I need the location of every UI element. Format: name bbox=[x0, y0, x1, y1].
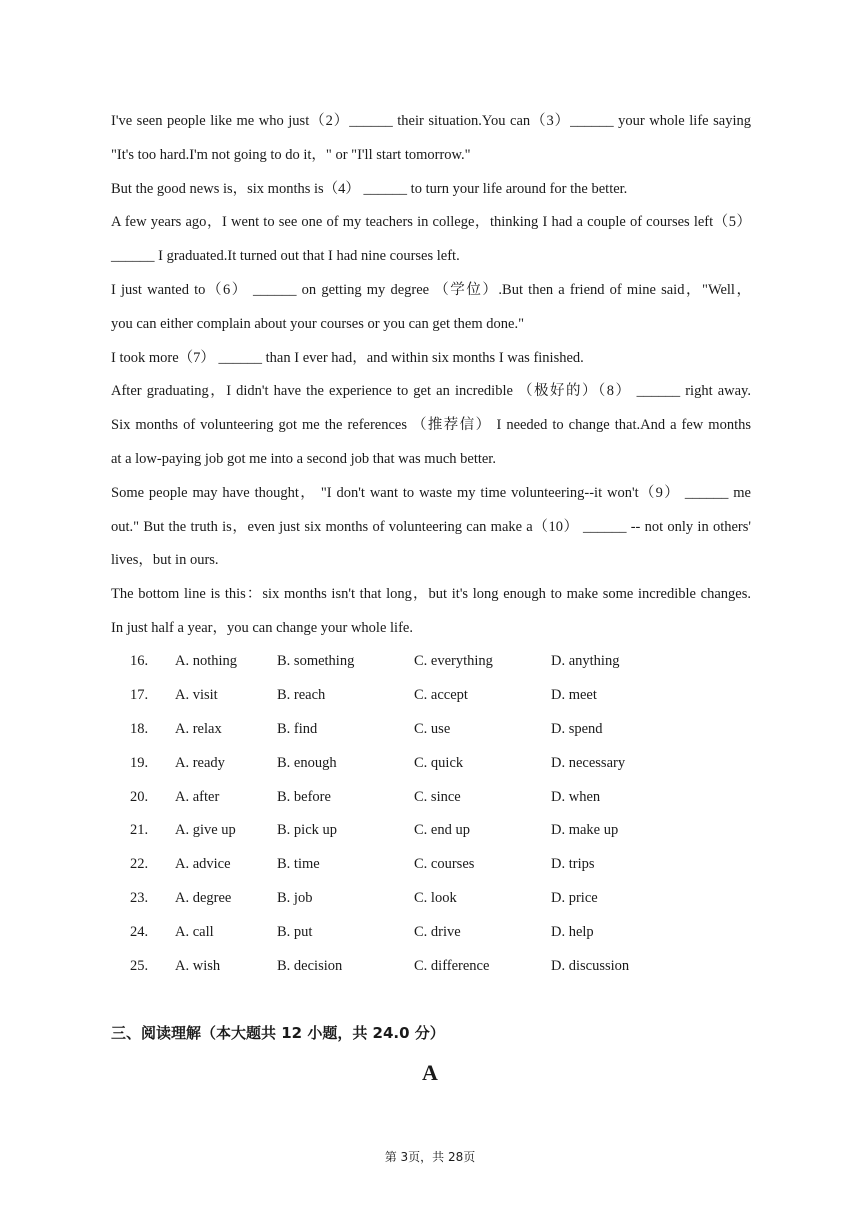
option-d[interactable]: D. necessary bbox=[551, 754, 626, 771]
passage-line: out." But the truth is，even just six months of volunteering can make a（10） ______ -- not only in others' bbox=[111, 518, 751, 535]
question-number: 18. bbox=[130, 720, 149, 737]
option-c[interactable]: C. everything bbox=[414, 653, 493, 670]
passage-line: I took more（7） ______ than I ever had，and within six months I was finished. bbox=[111, 349, 584, 366]
passage-line: "It's too hard.I'm not going to do it，" or "I'll start tomorrow." bbox=[111, 146, 471, 163]
answer-options bbox=[111, 645, 751, 983]
option-d[interactable]: D. discussion bbox=[551, 957, 630, 974]
passage-line: you can either complain about your courses or you can get them done." bbox=[111, 315, 525, 332]
cloze-passage bbox=[111, 105, 751, 646]
question-number: 21. bbox=[130, 822, 149, 839]
option-b[interactable]: B. enough bbox=[277, 754, 337, 771]
passage-line: Some people may have thought， "I don't want to waste my time volunteering--it won't（9） ______ me bbox=[111, 484, 751, 501]
passage-line: But the good news is，six months is（4） ______ to turn your life around for the better. bbox=[111, 180, 628, 197]
option-b[interactable]: B. decision bbox=[277, 957, 343, 974]
option-c[interactable]: C. quick bbox=[414, 754, 464, 771]
option-a[interactable]: A. advice bbox=[175, 856, 231, 873]
passage-line: A few years ago，I went to see one of my teachers in college，thinking I had a couple of courses left（5） bbox=[111, 214, 751, 231]
option-a[interactable]: A. nothing bbox=[175, 653, 238, 670]
option-a[interactable]: A. call bbox=[175, 923, 214, 940]
option-c[interactable]: C. difference bbox=[414, 957, 490, 974]
question-number: 20. bbox=[130, 788, 149, 805]
question-number: 16. bbox=[130, 653, 149, 670]
question-number: 25. bbox=[130, 957, 149, 974]
question-row bbox=[111, 882, 751, 916]
option-b[interactable]: B. job bbox=[277, 889, 313, 906]
passage-line: Six months of volunteering got me the references （推荐信） I needed to change that.And a few months bbox=[111, 417, 751, 434]
option-b[interactable]: B. time bbox=[277, 856, 320, 873]
option-d[interactable]: D. when bbox=[551, 788, 601, 805]
option-b[interactable]: B. something bbox=[277, 653, 355, 670]
passage-line: I just wanted to（6） ______ on getting my degree （学位）.But then a friend of mine said，"Well， bbox=[111, 281, 751, 298]
option-d[interactable]: D. price bbox=[551, 889, 598, 906]
option-a[interactable]: A. after bbox=[175, 788, 220, 805]
question-row bbox=[111, 949, 751, 983]
option-b[interactable]: B. find bbox=[277, 720, 318, 737]
option-a[interactable]: A. degree bbox=[175, 889, 232, 906]
question-row bbox=[111, 915, 751, 949]
option-c[interactable]: C. end up bbox=[414, 822, 470, 839]
option-c[interactable]: C. use bbox=[414, 720, 451, 737]
question-row bbox=[111, 848, 751, 882]
question-number: 19. bbox=[130, 754, 149, 771]
passage-line: ______ I graduated.It turned out that I had nine courses left. bbox=[111, 248, 460, 265]
passage-line: lives，but in ours. bbox=[111, 552, 219, 569]
option-a[interactable]: A. relax bbox=[175, 720, 222, 737]
option-c[interactable]: C. courses bbox=[414, 856, 475, 873]
passage-line: In just half a year，you can change your whole life. bbox=[111, 619, 413, 636]
option-b[interactable]: B. put bbox=[277, 923, 313, 940]
option-a[interactable]: A. wish bbox=[175, 957, 221, 974]
question-number: 17. bbox=[130, 687, 149, 704]
option-c[interactable]: C. since bbox=[414, 788, 461, 805]
question-row bbox=[111, 713, 751, 747]
question-row bbox=[111, 746, 751, 780]
option-a[interactable]: A. give up bbox=[175, 822, 236, 839]
section-heading: 三、阅读理解（本大题共 12 小题，共 24.0 分） bbox=[111, 1024, 445, 1042]
question-row bbox=[111, 780, 751, 814]
option-d[interactable]: D. anything bbox=[551, 653, 620, 670]
option-b[interactable]: B. reach bbox=[277, 687, 326, 704]
passage-line: at a low-paying job got me into a second job that was much better. bbox=[111, 450, 496, 467]
question-number: 23. bbox=[130, 889, 149, 906]
option-a[interactable]: A. ready bbox=[175, 754, 225, 771]
option-d[interactable]: D. make up bbox=[551, 822, 619, 839]
page-footer: 第 3页，共 28页 bbox=[384, 1150, 476, 1164]
question-row bbox=[111, 645, 751, 679]
question-row bbox=[111, 814, 751, 848]
option-c[interactable]: C. drive bbox=[414, 923, 461, 940]
question-row bbox=[111, 679, 751, 713]
option-d[interactable]: D. trips bbox=[551, 856, 595, 873]
option-b[interactable]: B. before bbox=[277, 788, 331, 805]
passage-letter-heading: A bbox=[422, 1060, 438, 1085]
option-a[interactable]: A. visit bbox=[175, 687, 218, 704]
option-b[interactable]: B. pick up bbox=[277, 822, 338, 839]
option-c[interactable]: C. accept bbox=[414, 687, 468, 704]
question-number: 24. bbox=[130, 923, 149, 940]
passage-line: I've seen people like me who just（2）______ their situation.You can（3）______ your whole life saying bbox=[111, 113, 751, 129]
option-d[interactable]: D. meet bbox=[551, 687, 597, 704]
option-d[interactable]: D. help bbox=[551, 923, 594, 940]
passage-line: The bottom line is this：six months isn't that long，but it's long enough to make some incredible changes. bbox=[111, 586, 751, 603]
option-d[interactable]: D. spend bbox=[551, 720, 603, 737]
option-c[interactable]: C. look bbox=[414, 889, 457, 906]
question-number: 22. bbox=[130, 856, 149, 873]
passage-line: After graduating，I didn't have the experience to get an incredible （极好的）（8） ______ right away. bbox=[111, 383, 751, 400]
